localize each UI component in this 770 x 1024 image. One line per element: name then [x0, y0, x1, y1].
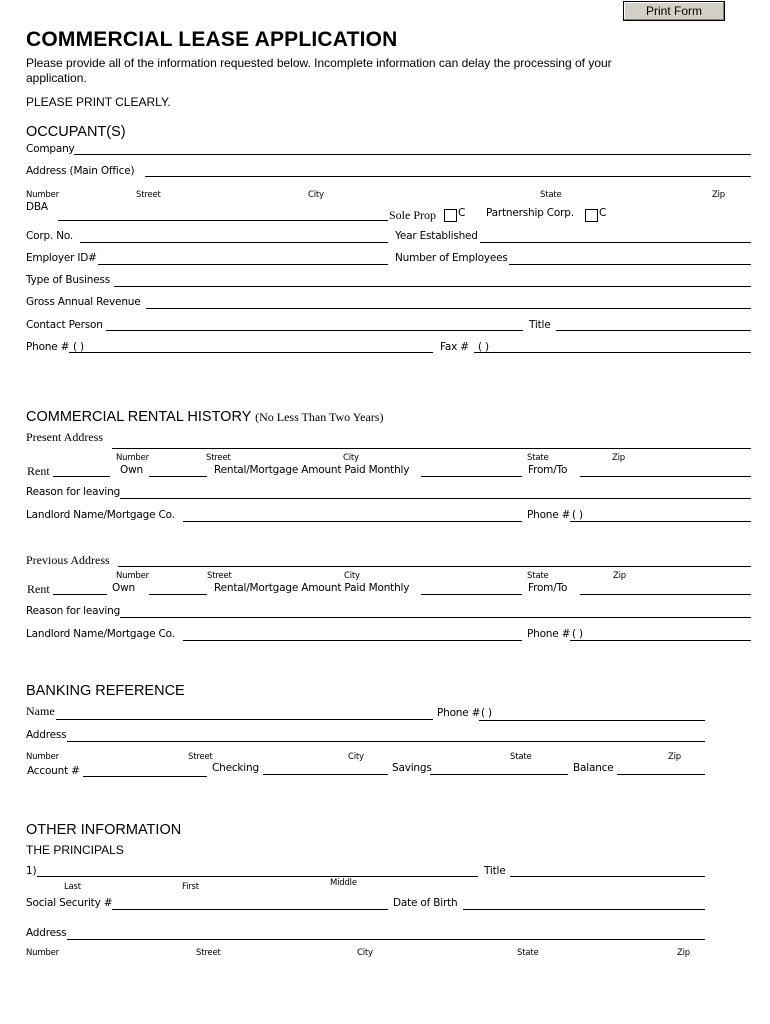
previous-own-field[interactable]: [149, 594, 207, 595]
present-landlord-phone-label: Phone #: [527, 509, 571, 521]
previous-from-to-label: From/To: [528, 582, 568, 594]
num-employees-field[interactable]: [509, 264, 751, 265]
type-of-business-label: Type of Business: [26, 274, 111, 286]
previous-amount-label: Rental/Mortgage Amount Paid Monthly: [214, 582, 410, 594]
principal-1-label: 1): [26, 865, 37, 877]
ssn-field[interactable]: [112, 909, 388, 910]
present-from-to-field[interactable]: [580, 476, 751, 477]
bank-city-caption: City: [348, 752, 364, 762]
print-clearly-note: PLEASE PRINT CLEARLY.: [26, 95, 171, 109]
ssn-label: Social Security #: [26, 897, 113, 909]
bank-area-code: ( ): [481, 707, 492, 719]
present-landlord-area-code: ( ): [572, 509, 583, 521]
bank-number-caption: Number: [26, 752, 59, 762]
company-field[interactable]: [74, 154, 751, 155]
corp-no-label: Corp. No.: [26, 230, 74, 242]
sole-prop-label: Sole Prop: [389, 208, 437, 222]
contact-person-field[interactable]: [106, 330, 523, 331]
principal-title-field[interactable]: [510, 876, 705, 877]
bank-zip-caption: Zip: [668, 752, 681, 762]
previous-reason-label: Reason for leaving: [26, 605, 121, 617]
principal-title-label: Title: [484, 865, 506, 877]
present-own-field[interactable]: [149, 476, 207, 477]
bank-name-label: Name: [26, 704, 55, 718]
dba-field[interactable]: [58, 220, 388, 221]
sole-prop-c: C: [458, 207, 466, 219]
present-number-caption: Number: [116, 453, 149, 463]
present-from-to-label: From/To: [528, 464, 568, 476]
savings-label: Savings: [392, 762, 432, 774]
bank-state-caption: State: [510, 752, 532, 762]
previous-landlord-phone-label: Phone #: [527, 628, 571, 640]
bank-phone-label: Phone #: [437, 707, 481, 719]
present-rent-field[interactable]: [53, 476, 110, 477]
state-caption: State: [540, 190, 562, 200]
gross-revenue-label: Gross Annual Revenue: [26, 296, 141, 308]
print-form-button[interactable]: Print Form: [623, 1, 725, 21]
address-main-office-field[interactable]: [145, 176, 751, 177]
balance-field[interactable]: [617, 774, 705, 775]
previous-from-to-field[interactable]: [580, 594, 751, 595]
savings-field[interactable]: [430, 774, 568, 775]
principal-zip-caption: Zip: [677, 948, 690, 958]
other-info-heading: OTHER INFORMATION: [26, 822, 182, 838]
previous-zip-caption: Zip: [613, 571, 626, 581]
fax-area-code: ( ): [478, 341, 489, 353]
page-title: COMMERCIAL LEASE APPLICATION: [26, 28, 398, 51]
previous-landlord-area-code: ( ): [572, 628, 583, 640]
rental-history-note: (No Less Than Two Years): [255, 410, 384, 424]
present-amount-label: Rental/Mortgage Amount Paid Monthly: [214, 464, 410, 476]
checking-label: Checking: [212, 762, 259, 774]
year-established-label: Year Established: [395, 230, 478, 242]
gross-revenue-field[interactable]: [146, 308, 751, 309]
checking-field[interactable]: [263, 774, 388, 775]
intro-text-line2: application.: [26, 71, 87, 85]
city-caption: City: [308, 190, 324, 200]
bank-name-field[interactable]: [56, 719, 433, 720]
principal-address-field[interactable]: [67, 939, 705, 940]
phone-area-code: ( ): [73, 341, 84, 353]
middle-caption: Middle: [330, 878, 357, 888]
account-field[interactable]: [83, 776, 207, 777]
bank-address-label: Address: [26, 729, 67, 741]
present-rent-label: Rent: [27, 464, 50, 478]
previous-rent-label: Rent: [27, 582, 50, 596]
present-zip-caption: Zip: [612, 453, 625, 463]
previous-city-caption: City: [344, 571, 360, 581]
previous-street-caption: Street: [207, 571, 232, 581]
partnership-corp-label: Partnership Corp.: [486, 207, 574, 219]
principal-number-caption: Number: [26, 948, 59, 958]
phone-field[interactable]: [69, 352, 433, 353]
phone-label: Phone #: [26, 341, 70, 353]
banking-heading: BANKING REFERENCE: [26, 683, 185, 699]
previous-landlord-phone-field[interactable]: [570, 640, 751, 641]
address-main-office-label: Address (Main Office): [26, 165, 135, 177]
previous-address-label: Previous Address: [26, 553, 110, 567]
rental-history-heading: [26, 409, 383, 425]
present-own-label: Own: [120, 464, 143, 476]
type-of-business-field[interactable]: [114, 286, 751, 287]
partnership-corp-checkbox[interactable]: [585, 209, 598, 222]
principals-subheading: THE PRINCIPALS: [26, 843, 124, 857]
partnership-corp-c: C: [599, 207, 607, 219]
present-amount-field[interactable]: [421, 476, 522, 477]
employer-id-field[interactable]: [98, 264, 388, 265]
present-landlord-label: Landlord Name/Mortgage Co.: [26, 509, 175, 521]
present-landlord-phone-field[interactable]: [570, 521, 751, 522]
bank-phone-field[interactable]: [479, 720, 705, 721]
dba-label: DBA: [26, 201, 48, 213]
previous-address-field[interactable]: [118, 566, 751, 567]
previous-amount-field[interactable]: [421, 594, 522, 595]
bank-address-field[interactable]: [67, 741, 705, 742]
previous-landlord-label: Landlord Name/Mortgage Co.: [26, 628, 175, 640]
present-reason-field[interactable]: [120, 498, 751, 499]
present-street-caption: Street: [206, 453, 231, 463]
rental-history-title: COMMERCIAL RENTAL HISTORY: [26, 409, 252, 425]
present-reason-label: Reason for leaving: [26, 486, 121, 498]
street-caption: Street: [136, 190, 161, 200]
num-employees-label: Number of Employees: [395, 252, 508, 264]
present-address-field[interactable]: [112, 448, 751, 449]
account-label: Account #: [27, 765, 80, 777]
principal-city-caption: City: [357, 948, 373, 958]
first-caption: First: [182, 882, 199, 892]
sole-prop-checkbox[interactable]: [444, 209, 457, 222]
dob-label: Date of Birth: [393, 897, 458, 909]
last-caption: Last: [64, 882, 81, 892]
previous-number-caption: Number: [116, 571, 149, 581]
previous-state-caption: State: [527, 571, 549, 581]
previous-reason-field[interactable]: [120, 617, 751, 618]
zip-caption: Zip: [712, 190, 725, 200]
bank-street-caption: Street: [188, 752, 213, 762]
previous-rent-field[interactable]: [53, 594, 107, 595]
present-landlord-field[interactable]: [183, 521, 522, 522]
corp-no-field[interactable]: [80, 242, 388, 243]
occupants-heading: OCCUPANT(S): [26, 124, 126, 140]
title-field[interactable]: [556, 330, 751, 331]
dob-field[interactable]: [463, 909, 705, 910]
number-caption: Number: [26, 190, 59, 200]
intro-text-line1: Please provide all of the information requested below. Incomplete information can delay the processing of your: [26, 56, 612, 70]
previous-landlord-field[interactable]: [183, 640, 522, 641]
previous-own-label: Own: [112, 582, 135, 594]
principal-street-caption: Street: [196, 948, 221, 958]
contact-person-label: Contact Person: [26, 319, 103, 331]
company-label: Company: [26, 143, 75, 155]
present-city-caption: City: [343, 453, 359, 463]
fax-label: Fax #: [440, 341, 469, 353]
present-address-label: Present Address: [26, 430, 103, 444]
principal-address-label: Address: [26, 927, 67, 939]
employer-id-label: Employer ID#: [26, 252, 97, 264]
principal-name-field[interactable]: [37, 876, 478, 877]
present-state-caption: State: [527, 453, 549, 463]
balance-label: Balance: [573, 762, 614, 774]
title-label: Title: [529, 319, 551, 331]
principal-state-caption: State: [517, 948, 539, 958]
fax-field[interactable]: [474, 352, 751, 353]
year-established-field[interactable]: [480, 242, 751, 243]
